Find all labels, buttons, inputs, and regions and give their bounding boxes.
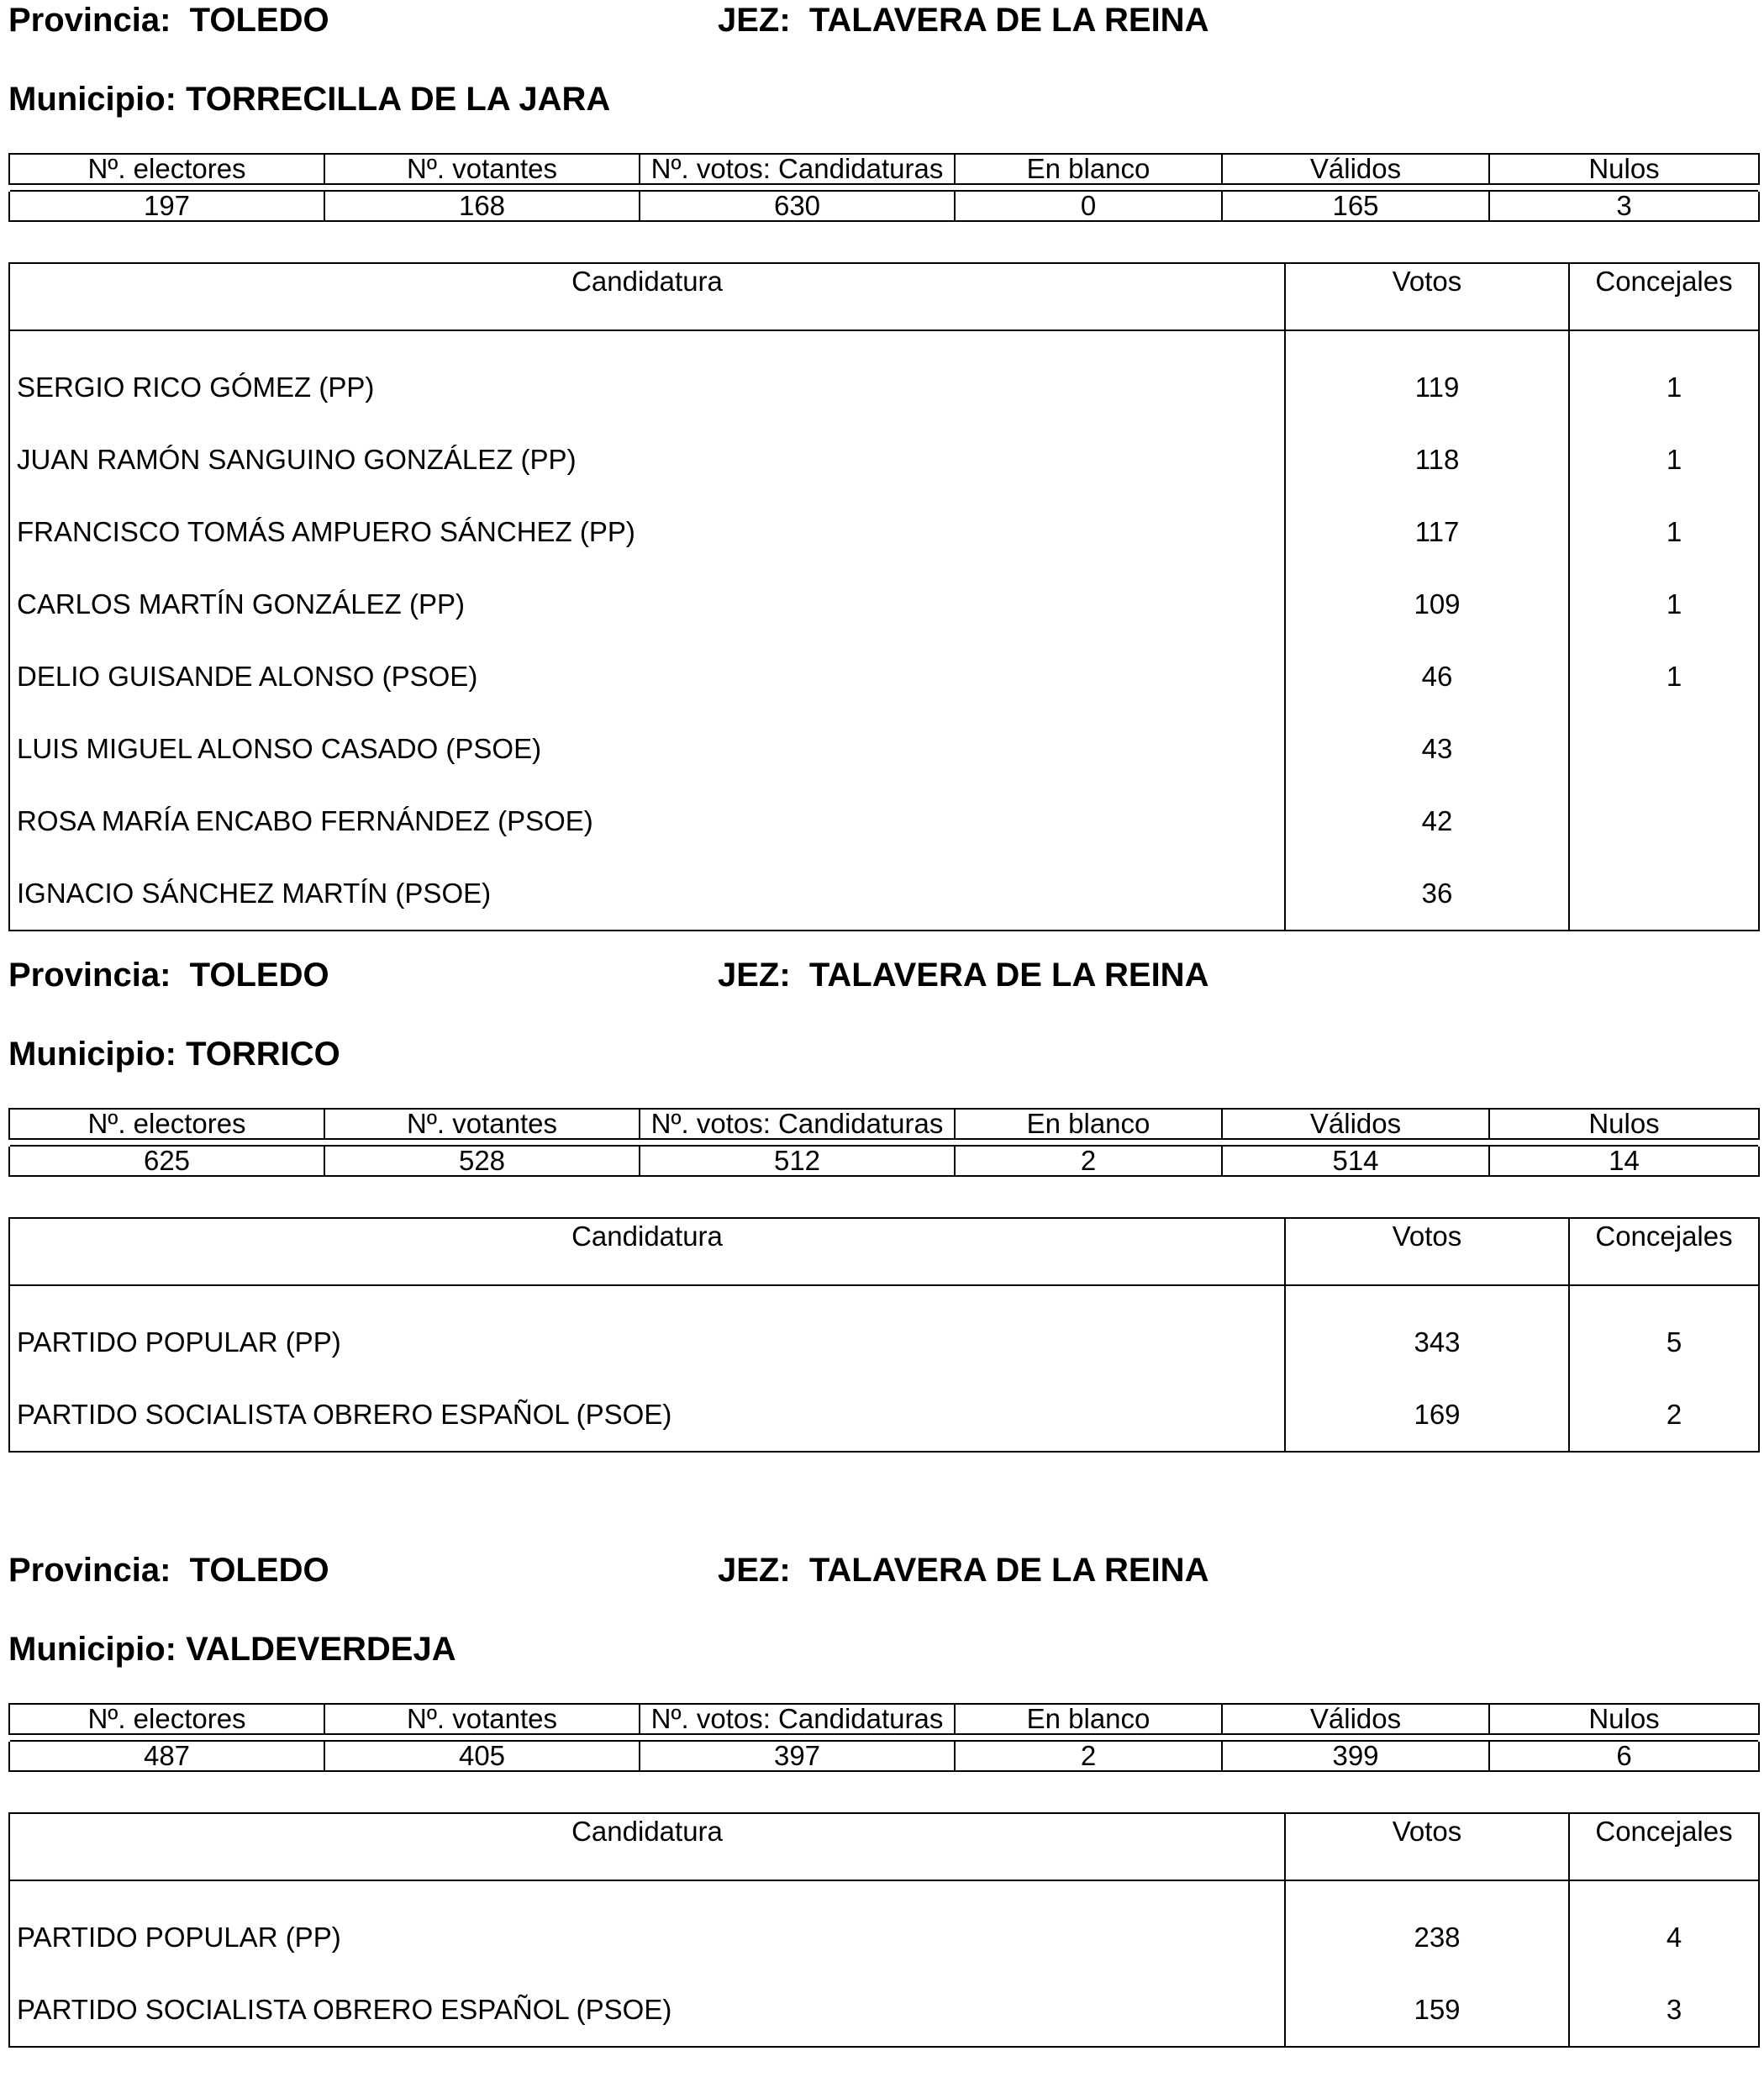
candidate-row <box>9 641 1759 713</box>
summary-header-row <box>9 154 1759 184</box>
candidate-row <box>9 1379 1759 1452</box>
summary-value-cell: 514 <box>1222 1146 1489 1176</box>
summary-header-cell: Nº. electores <box>9 1704 324 1734</box>
summary-header-cell: Válidos <box>1222 1109 1489 1139</box>
candidate-name: JUAN RAMÓN SANGUINO GONZÁLEZ (PP) <box>9 424 1285 496</box>
candidatura-header: Candidatura <box>9 263 1285 330</box>
jez-label: JEZ: TALAVERA DE LA REINA <box>718 957 1209 994</box>
candidate-votos: 42 <box>1285 785 1569 857</box>
candidate-row <box>9 713 1759 785</box>
section-header <box>8 1550 1758 1710</box>
municipality-section <box>8 955 1758 1493</box>
summary-value-cell: 397 <box>640 1741 955 1771</box>
candidate-votos: 238 <box>1285 1880 1569 1974</box>
summary-header-cell: Nº. votos: Candidaturas <box>640 1109 955 1139</box>
section-header <box>8 0 1758 160</box>
candidate-concejales: 1 <box>1569 641 1759 713</box>
summary-header-cell: Nº. votantes <box>324 1704 640 1734</box>
candidate-name: PARTIDO POPULAR (PP) <box>9 1880 1285 1974</box>
candidate-name: PARTIDO SOCIALISTA OBRERO ESPAÑOL (PSOE) <box>9 1974 1285 2047</box>
concejales-header: Concejales <box>1569 1218 1759 1285</box>
candidate-name: PARTIDO SOCIALISTA OBRERO ESPAÑOL (PSOE) <box>9 1379 1285 1452</box>
candidate-name: IGNACIO SÁNCHEZ MARTÍN (PSOE) <box>9 857 1285 931</box>
candidate-name: DELIO GUISANDE ALONSO (PSOE) <box>9 641 1285 713</box>
candidate-votos: 109 <box>1285 568 1569 641</box>
summary-header-cell: En blanco <box>955 154 1222 184</box>
candidate-concejales: 1 <box>1569 330 1759 424</box>
candidate-concejales: 4 <box>1569 1880 1759 1974</box>
candidatura-header: Candidatura <box>9 1218 1285 1285</box>
candidate-votos: 43 <box>1285 713 1569 785</box>
municipality-section <box>8 1550 1758 2088</box>
candidate-votos: 159 <box>1285 1974 1569 2047</box>
summary-header-cell: Nulos <box>1489 154 1759 184</box>
summary-value-cell: 197 <box>9 191 324 221</box>
summary-header-cell: Nulos <box>1489 1109 1759 1139</box>
summary-header-row <box>9 1109 1759 1139</box>
candidate-row <box>9 1880 1759 1974</box>
candidate-name: CARLOS MARTÍN GONZÁLEZ (PP) <box>9 568 1285 641</box>
summary-header-cell: Válidos <box>1222 154 1489 184</box>
candidate-table <box>8 1812 1760 2048</box>
summary-header-cell: Nº. votos: Candidaturas <box>640 1704 955 1734</box>
summary-header-cell: Nº. electores <box>9 1109 324 1139</box>
candidate-concejales <box>1569 857 1759 931</box>
summary-value-cell: 399 <box>1222 1741 1489 1771</box>
candidate-row <box>9 424 1759 496</box>
candidate-row <box>9 1974 1759 2047</box>
candidate-header-row <box>9 1813 1759 1880</box>
summary-value-cell: 3 <box>1489 191 1759 221</box>
summary-value-cell: 0 <box>955 191 1222 221</box>
summary-value-cell: 2 <box>955 1741 1222 1771</box>
municipality-section <box>8 0 1758 916</box>
candidate-row <box>9 857 1759 931</box>
candidate-concejales: 5 <box>1569 1285 1759 1379</box>
provincia-label: Provincia: TOLEDO <box>8 2 329 39</box>
summary-value-cell: 528 <box>324 1146 640 1176</box>
candidate-votos: 117 <box>1285 496 1569 568</box>
summary-value-cell: 512 <box>640 1146 955 1176</box>
candidate-name: LUIS MIGUEL ALONSO CASADO (PSOE) <box>9 713 1285 785</box>
candidate-concejales <box>1569 713 1759 785</box>
candidate-name: FRANCISCO TOMÁS AMPUERO SÁNCHEZ (PP) <box>9 496 1285 568</box>
summary-header-cell: Nº. votantes <box>324 154 640 184</box>
candidate-votos: 119 <box>1285 330 1569 424</box>
candidate-votos: 169 <box>1285 1379 1569 1452</box>
provincia-label: Provincia: TOLEDO <box>8 957 329 994</box>
summary-table <box>8 1108 1760 1177</box>
summary-value-row <box>9 1741 1759 1771</box>
candidate-table <box>8 262 1760 931</box>
summary-table <box>8 153 1760 222</box>
municipio-label: Municipio: VALDEVERDEJA <box>8 1631 456 1668</box>
candidate-votos: 118 <box>1285 424 1569 496</box>
summary-value-cell: 625 <box>9 1146 324 1176</box>
candidate-header-row <box>9 1218 1759 1285</box>
votos-header: Votos <box>1285 1813 1569 1880</box>
summary-header-cell: Válidos <box>1222 1704 1489 1734</box>
concejales-header: Concejales <box>1569 263 1759 330</box>
summary-value-cell: 14 <box>1489 1146 1759 1176</box>
candidate-concejales: 1 <box>1569 568 1759 641</box>
candidate-name: SERGIO RICO GÓMEZ (PP) <box>9 330 1285 424</box>
summary-value-cell: 487 <box>9 1741 324 1771</box>
summary-header-row <box>9 1704 1759 1734</box>
candidate-concejales: 2 <box>1569 1379 1759 1452</box>
summary-value-cell: 6 <box>1489 1741 1759 1771</box>
candidate-concejales: 1 <box>1569 496 1759 568</box>
candidate-table <box>8 1217 1760 1453</box>
summary-value-row <box>9 191 1759 221</box>
candidate-row <box>9 496 1759 568</box>
candidate-row <box>9 1285 1759 1379</box>
jez-label: JEZ: TALAVERA DE LA REINA <box>718 2 1209 39</box>
votos-header: Votos <box>1285 263 1569 330</box>
jez-label: JEZ: TALAVERA DE LA REINA <box>718 1552 1209 1589</box>
candidate-votos: 36 <box>1285 857 1569 931</box>
candidate-row <box>9 785 1759 857</box>
summary-header-cell: Nulos <box>1489 1704 1759 1734</box>
municipio-label: Municipio: TORRICO <box>8 1036 340 1073</box>
candidate-votos: 343 <box>1285 1285 1569 1379</box>
summary-table <box>8 1703 1760 1772</box>
candidate-votos: 46 <box>1285 641 1569 713</box>
summary-value-cell: 630 <box>640 191 955 221</box>
summary-value-row <box>9 1146 1759 1176</box>
summary-header-cell: Nº. electores <box>9 154 324 184</box>
candidate-row <box>9 330 1759 424</box>
summary-value-cell: 165 <box>1222 191 1489 221</box>
summary-header-cell: Nº. votos: Candidaturas <box>640 154 955 184</box>
section-header <box>8 955 1758 1115</box>
summary-header-cell: Nº. votantes <box>324 1109 640 1139</box>
candidate-row <box>9 568 1759 641</box>
summary-value-cell: 168 <box>324 191 640 221</box>
municipio-label: Municipio: TORRECILLA DE LA JARA <box>8 81 611 118</box>
candidate-name: PARTIDO POPULAR (PP) <box>9 1285 1285 1379</box>
candidatura-header: Candidatura <box>9 1813 1285 1880</box>
votos-header: Votos <box>1285 1218 1569 1285</box>
provincia-label: Provincia: TOLEDO <box>8 1552 329 1589</box>
candidate-concejales: 3 <box>1569 1974 1759 2047</box>
summary-header-cell: En blanco <box>955 1704 1222 1734</box>
summary-header-cell: En blanco <box>955 1109 1222 1139</box>
candidate-concejales <box>1569 785 1759 857</box>
summary-value-cell: 405 <box>324 1741 640 1771</box>
candidate-header-row <box>9 263 1759 330</box>
summary-value-cell: 2 <box>955 1146 1222 1176</box>
candidate-name: ROSA MARÍA ENCABO FERNÁNDEZ (PSOE) <box>9 785 1285 857</box>
candidate-concejales: 1 <box>1569 424 1759 496</box>
concejales-header: Concejales <box>1569 1813 1759 1880</box>
